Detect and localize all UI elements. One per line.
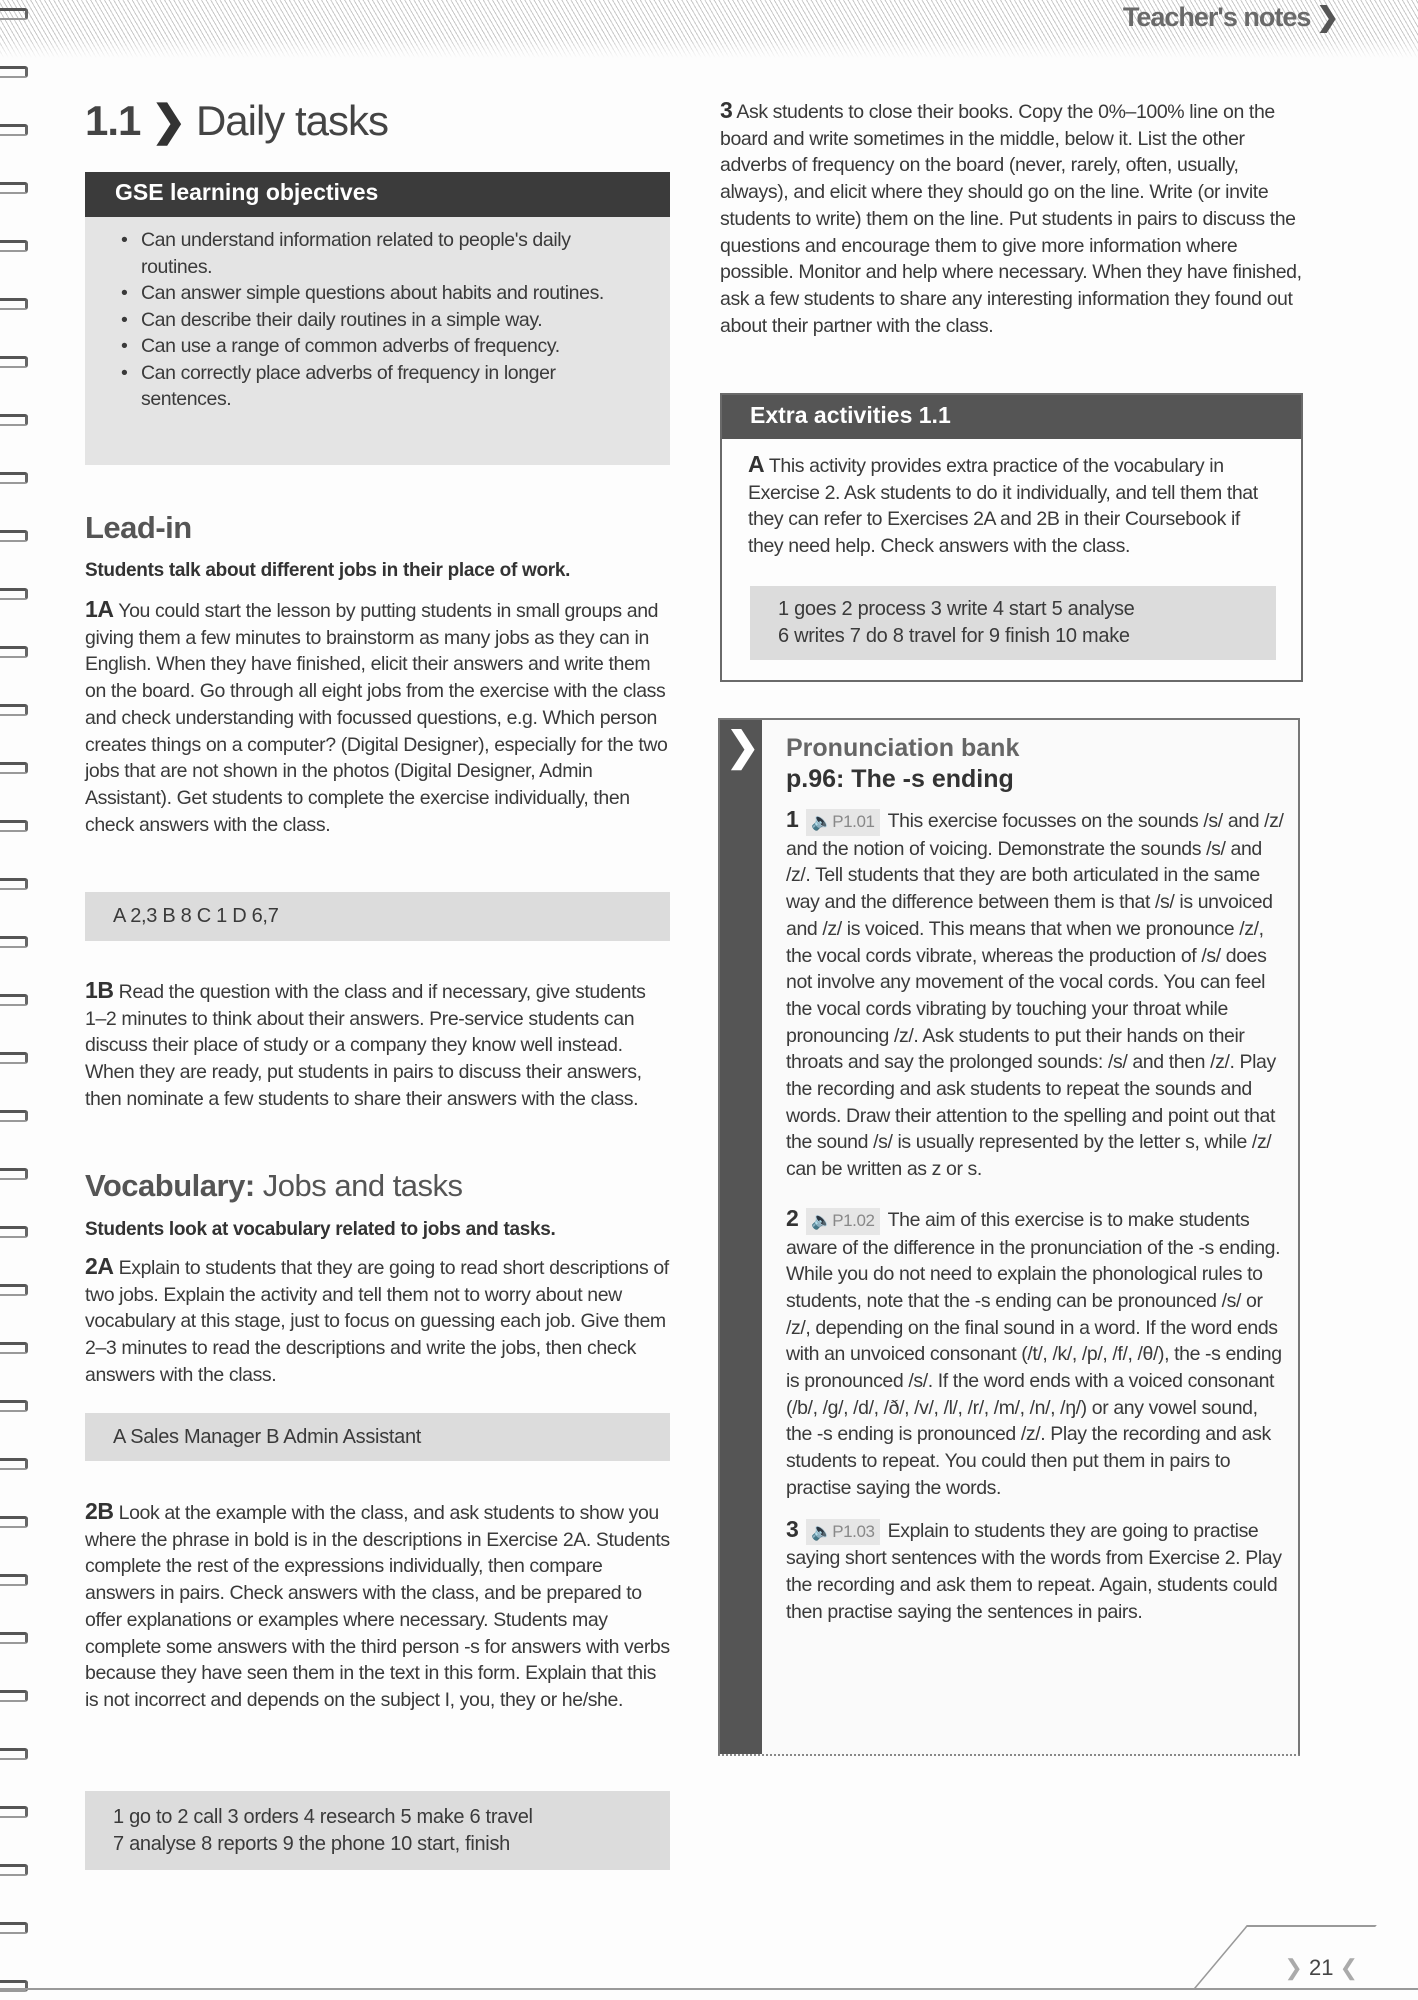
- spiral-coil: [0, 1400, 28, 1412]
- exercise-number: 1B: [85, 977, 114, 1003]
- exercise-2a: [85, 1253, 670, 1389]
- exercise-text: Read the question with the class and if necessary, give students 1–2 minutes to think about their answers. Pre-service students can discuss their place of study or a company they know well instead. When they are ready, put students in pairs to discuss their answers, then nominate a few students to share their answers with the class.: [85, 981, 646, 1110]
- answer-line: 1 go to 2 call 3 orders 4 research 5 make 6 travel: [113, 1805, 533, 1828]
- spiral-coil: [0, 8, 28, 20]
- spiral-coil: [0, 356, 28, 368]
- objective-item: • Can correctly place adverbs of frequency in longer sentences.: [115, 360, 640, 413]
- pron-exercise-3: [786, 1516, 1286, 1626]
- speaker-icon: 🔈: [811, 812, 833, 831]
- spiral-coil: [0, 182, 28, 194]
- spiral-coil: [0, 1226, 28, 1238]
- gse-objectives-box: [85, 172, 670, 465]
- spiral-coil: [0, 1168, 28, 1180]
- activity-letter: A: [748, 451, 765, 477]
- chevron-icon: ❯: [1316, 2, 1338, 32]
- exercise-number: 2B: [85, 1498, 114, 1524]
- spiral-coil: [0, 1342, 28, 1354]
- exercise-text: Ask students to close their books. Copy the 0%–100% line on the board and write sometimes in the middle, below it. List the other adverbs of frequency on the board (never, rarely, often, usually, always), and elicit where they should go on the line. Write (or invite students to write) them on the line. Put students in pairs to discuss the questions and encourage them to give more information where possible. Monitor and help where necessary. When they have finished, ask a few students to share any interesting information they found out about their partner with the class.: [720, 101, 1302, 337]
- spiral-coil: [0, 1284, 28, 1296]
- exercise-number: 1A: [85, 596, 114, 622]
- speaker-icon: 🔈: [811, 1210, 833, 1230]
- side-bar: [720, 720, 762, 1754]
- spiral-coil: [0, 936, 28, 948]
- spiral-coil: [0, 646, 28, 658]
- extra-activities-box: [720, 393, 1303, 682]
- exercise-3: [720, 97, 1305, 339]
- pronunciation-subheading: p.96: The -s ending: [786, 765, 1014, 793]
- answer-box-2b: [85, 1791, 670, 1870]
- spiral-coil: [0, 588, 28, 600]
- spiral-coil: [0, 1632, 28, 1644]
- exercise-number: 2: [786, 1204, 799, 1231]
- exercise-1a: [85, 596, 670, 838]
- spiral-coil: [0, 414, 28, 426]
- pronunciation-heading: Pronunciation bank: [786, 734, 1020, 762]
- spiral-coil: [0, 704, 28, 716]
- exercise-number: 3: [786, 1515, 799, 1542]
- exercise-text: The aim of this exercise is to make students aware of the difference in the pronunciation of the -s ending. While you do not need to explain the phonological rules to students, note that the -s ending can be pronounced /s/ or /z/, depending on the final sound in a word. If the word ends with an unvoiced consonant (/t/, /k/, /p/, /f/, /θ/), the -s ending is pronounced /s/. If the word ends with a voiced consonant (/b/, /g/, /d/, /ð/, /v/, /l/, /r/, /m/, /n/, /ŋ/) or any vowel sound, the -s ending is pronounced /z/. Play the recording and ask students to repeat. You could then put them in pairs to practise saying the words.: [786, 1208, 1282, 1499]
- vocabulary-heading: [85, 1168, 463, 1204]
- spiral-coil: [0, 762, 28, 774]
- page-number: [1284, 1955, 1358, 1981]
- audio-label: P1.01: [832, 812, 875, 831]
- spiral-coil: [0, 530, 28, 542]
- spiral-coil: [0, 1052, 28, 1064]
- answer-line: 1 goes 2 process 3 write 4 start 5 analyse: [778, 598, 1135, 620]
- extra-activities-heading: Extra activities 1.1: [722, 395, 1301, 439]
- spiral-coil: [0, 298, 28, 310]
- leadin-subheading: Students talk about different jobs in their place of work.: [85, 560, 571, 581]
- lesson-number: 1.1: [85, 97, 141, 144]
- spiral-coil: [0, 994, 28, 1006]
- chevron-icon: ❯: [726, 725, 760, 769]
- chevron-right-icon: ❯: [1284, 1955, 1303, 1980]
- objectives-list: [85, 217, 670, 413]
- spiral-coil: [0, 1516, 28, 1528]
- spiral-coil: [0, 1458, 28, 1470]
- spiral-coil: [0, 124, 28, 136]
- spiral-coil: [0, 878, 28, 890]
- page-number-text: 21: [1308, 1955, 1334, 1980]
- answer-line: 7 analyse 8 reports 9 the phone 10 start, finish: [113, 1832, 510, 1855]
- audio-track[interactable]: [806, 809, 879, 836]
- spiral-coil: [0, 240, 28, 252]
- running-title: [1123, 2, 1338, 33]
- exercise-text: Explain to students they are going to practise saying short sentences with the words from Exercise 2. Play the recording and ask them to repeat. Again, students could then practise saying the sentences in pairs.: [786, 1519, 1282, 1623]
- exercise-text: Look at the example with the class, and ask students to show you where the phrase in bold is in the descriptions in Exercise 2A. Students complete the rest of the expressions individually, then compare answers in pairs. Check answers with the class, and be prepared to offer explanations or examples where necessary. Students may complete some answers with the third person -s for answers with verbs because they have seen them in the text in this form. Explain that this is not incorrect and depends on the subject I, you, they or he/she.: [85, 1502, 670, 1711]
- exercise-number: 3: [720, 97, 733, 123]
- footer-rule: [0, 1988, 1418, 1990]
- spiral-coil: [0, 1806, 28, 1818]
- spiral-coil: [0, 472, 28, 484]
- spiral-coil: [0, 1864, 28, 1876]
- lesson-title-text: Daily tasks: [195, 97, 388, 144]
- lesson-title: [85, 96, 388, 145]
- objective-item: • Can use a range of common adverbs of frequency.: [115, 333, 640, 360]
- spiral-coil: [0, 1980, 28, 1992]
- extra-answers-box: [750, 586, 1276, 660]
- spiral-coil: [0, 1110, 28, 1122]
- pronunciation-bank-box: [718, 718, 1300, 1756]
- activity-text: This activity provides extra practice of the vocabulary in Exercise 2. Ask students to do it individually, and tell them that they can refer to Exercises 2A and 2B in their Coursebook if they need help. Check answers with the class.: [748, 455, 1258, 558]
- spiral-coil: [0, 1922, 28, 1934]
- exercise-2b: [85, 1498, 670, 1714]
- exercise-text: Explain to students that they are going to read short descriptions of two jobs. Explain the activity and tell them not to worry about new vocabulary at this stage, just to focus on guessing each job. Give them 2–3 minutes to read the descriptions and write the jobs, then check answers with the class.: [85, 1257, 669, 1386]
- audio-label: P1.02: [832, 1210, 875, 1230]
- spiral-coil: [0, 66, 28, 78]
- pron-exercise-1: [786, 806, 1286, 1183]
- spiral-coil: [0, 1690, 28, 1702]
- spiral-binding: [0, 0, 30, 2000]
- answer-box-2a: A Sales Manager B Admin Assistant: [85, 1413, 670, 1461]
- exercise-text: This exercise focusses on the sounds /s/ and /z/ and the notion of voicing. Demonstrate the sounds /s/ and /z/. Tell students that they are both articulated in the same way and the difference between them is that /s/ is unvoiced and /z/ is voiced. This means that when we pronounce /z/, the vocal cords vibrate, whereas the production of /s/ does not involve any movement of the vocal cords. You can feel the vocal cords vibrating by touching your throat while pronouncing /z/. Ask students to put their hands on their throats and say the prolonged sounds: /s/ and then /z/. Play the recording and ask students to repeat the sounds and words. Draw their attention to the spelling and point out that the sound /s/ is usually represented by the letter s, while /z/ can be written as z or s.: [786, 810, 1284, 1181]
- running-title-text: Teacher's notes: [1122, 2, 1311, 32]
- exercise-1b: [85, 977, 670, 1113]
- objective-item: • Can answer simple questions about habits and routines.: [115, 280, 640, 307]
- objective-item: • Can understand information related to people's daily routines.: [115, 227, 640, 280]
- pron-exercise-2: [786, 1205, 1286, 1502]
- audio-track[interactable]: [806, 1208, 879, 1235]
- gse-heading: GSE learning objectives: [85, 172, 670, 217]
- chevron-icon: ❯: [151, 97, 186, 144]
- audio-label: P1.03: [832, 1521, 875, 1541]
- exercise-number: 2A: [85, 1253, 114, 1279]
- spiral-coil: [0, 1574, 28, 1586]
- heading-rest: Jobs and tasks: [254, 1168, 463, 1203]
- vocabulary-subheading: Students look at vocabulary related to jobs and tasks.: [85, 1219, 556, 1240]
- exercise-text: You could start the lesson by putting students in small groups and giving them a few minutes to brainstorm as many jobs as they can in English. When they have finished, elicit their answers and write them on the board. Go through all eight jobs from the exercise with the class and check understanding with focussed questions, e.g. Which person creates things on a computer? (Digital Designer), especially for the two jobs that are not shown in the photos (Digital Designer, Admin Assistant). Get students to complete the exercise individually, then check answers with the class.: [85, 600, 668, 836]
- answer-box-1a: A 2,3 B 8 C 1 D 6,7: [85, 892, 670, 941]
- audio-track[interactable]: [806, 1519, 879, 1546]
- exercise-number: 1: [786, 806, 799, 832]
- answer-line: 6 writes 7 do 8 travel for 9 finish 10 make: [778, 625, 1130, 647]
- speaker-icon: 🔈: [811, 1521, 833, 1541]
- heading-bold: Vocabulary:: [85, 1168, 255, 1203]
- objective-item: • Can describe their daily routines in a simple way.: [115, 307, 640, 334]
- leadin-heading: Lead-in: [85, 510, 192, 545]
- chevron-left-icon: ❮: [1339, 1955, 1358, 1980]
- spiral-coil: [0, 1748, 28, 1760]
- extra-activity-a: [722, 439, 1301, 560]
- spiral-coil: [0, 820, 28, 832]
